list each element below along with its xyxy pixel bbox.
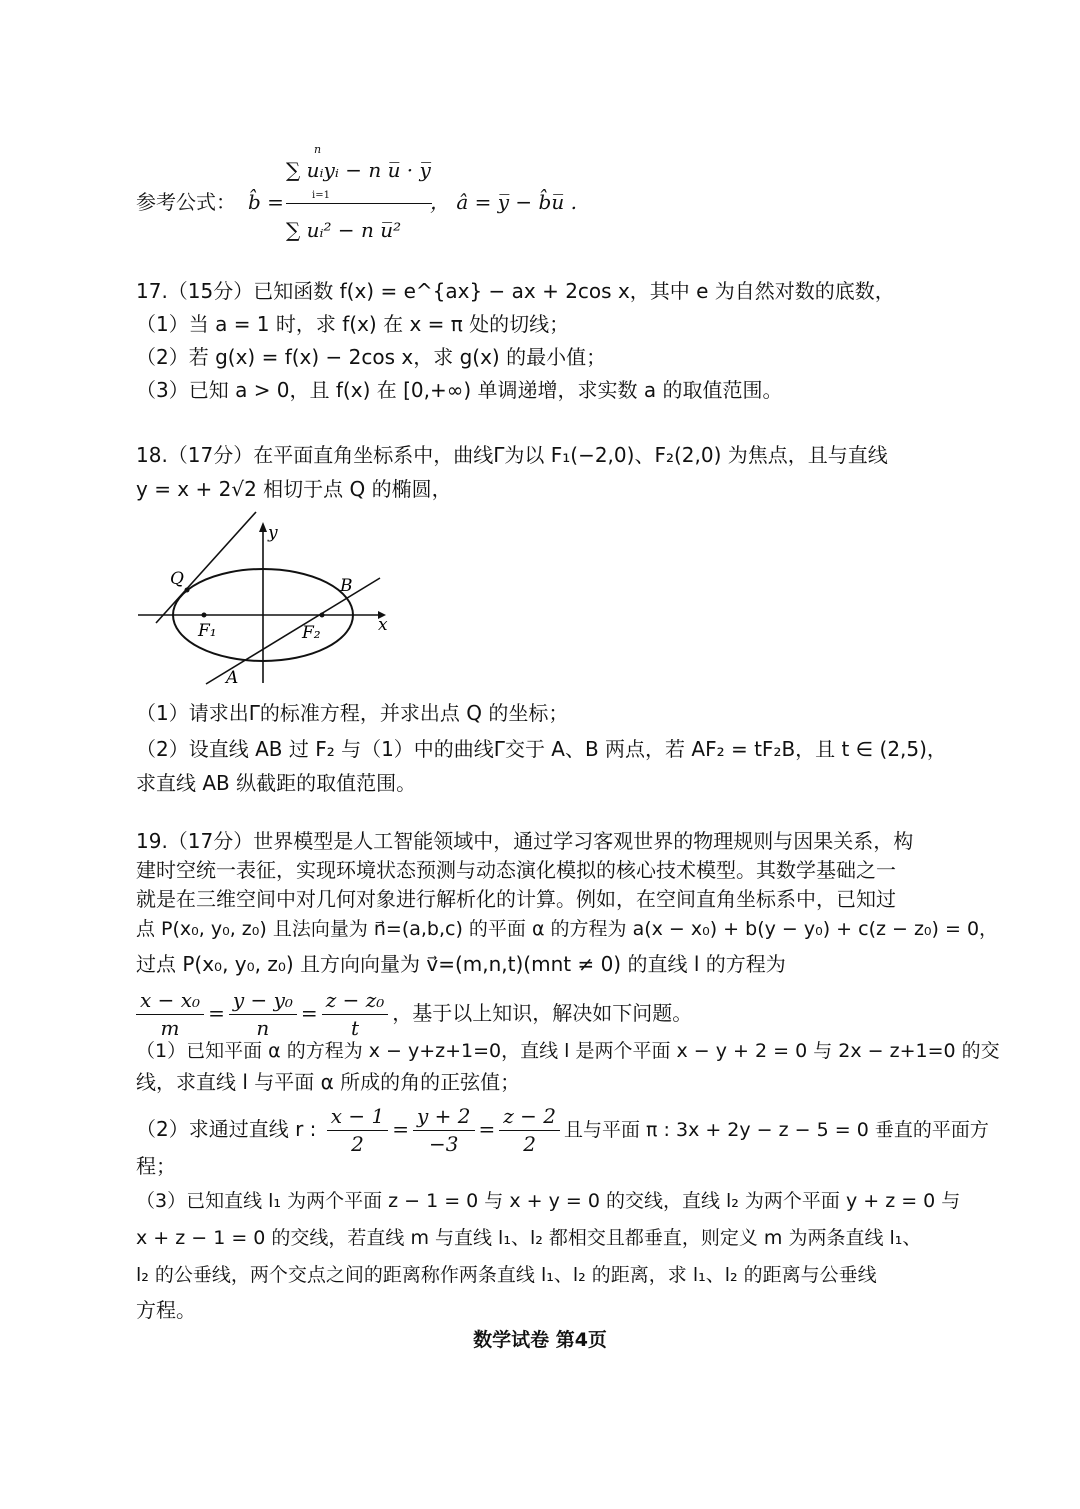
question-18 (136, 442, 946, 510)
label-q: Q (170, 569, 184, 589)
reference-label: 参考公式： (136, 190, 236, 214)
ellipse-figure (134, 508, 404, 688)
q19-part2-lead: （2）求通过直线 r : (136, 1117, 317, 1141)
label-x: x (378, 615, 388, 635)
label-y: y (268, 523, 278, 543)
q19-part2-frac2: $\frac{y + 2}{-3}$ (413, 1103, 475, 1158)
q19-part2-line2: 程； (136, 1154, 176, 1178)
q17-part3: （3）已知 a > 0，且 f(x) 在 [0,+∞) 单调递增，求实数 a 的取值范围。 (136, 378, 783, 402)
b-numerator: ∑ uᵢyᵢ − n u̅ · y̅ (286, 158, 431, 182)
question-19 (136, 828, 1000, 1327)
fraction-bar (286, 203, 432, 204)
a-hat: ， â = y̅ − b̂u̅ . (430, 190, 577, 214)
q18-part2-line2: 求直线 AB 纵截距的取值范围。 (136, 771, 417, 795)
b-denominator: ∑ uᵢ² − n u̅² (286, 218, 402, 242)
q18-part1: （1）请求出Γ的标准方程，并求出点 Q 的坐标； (136, 701, 569, 725)
label-a: A (226, 668, 239, 688)
q19-line5: 过点 P(x₀, y₀, z₀) 且方向向量为 v⃗=(m,n,t)(mnt ≠ 0) 的直线 l 的方程为 (136, 952, 786, 976)
q19-fraction-x: $\frac{\text{x − x₀}}{m}$ (136, 987, 204, 1042)
q19-part2-frac3: $\frac{z - 2}{2}$ (499, 1103, 560, 1158)
q19-part1-line2: 线，求直线 l 与平面 α 所成的角的正弦值； (136, 1070, 521, 1094)
q19-line3: 就是在三维空间中对几何对象进行解析化的计算。例如，在空间直角坐标系中，已知过 (136, 887, 896, 911)
y-axis-arrow (259, 522, 267, 532)
q19-part3-line3: l₂ 的公垂线，两个交点之间的距离称作两条直线 l₁、l₂ 的距离，求 l₁、l₂ 的距离与公垂线 (136, 1264, 877, 1286)
label-f1: F₁ (198, 621, 217, 641)
q19-fraction-z: $\frac{\text{z − z₀}}{t}$ (322, 987, 389, 1042)
q19-line4: 点 P(x₀, y₀, z₀) 且法向量为 n⃗=(a,b,c) 的平面 α 的方程为 a(x − x₀) + b(y − y₀) + c(z − z₀) = 0， (136, 918, 999, 940)
q18-stem-line2: y = x + 2√2 相切于点 Q 的椭圆， (136, 477, 452, 501)
q17-stem: 17.（15分）已知函数 f(x) = e^{ax} − ax + 2cos x，其中 e 为自然对数的底数， (136, 279, 895, 303)
q17-part1: （1）当 a = 1 时，求 f(x) 在 x = π 处的切线； (136, 312, 570, 336)
q19-part3-line4: 方程。 (136, 1298, 196, 1322)
q19-part1-line1: （1）已知平面 α 的方程为 x − y+z+1=0，直线 l 是两个平面 x − y + 2 = 0 与 2x − z+1=0 的交 (136, 1040, 1000, 1062)
sum-bottom-index: i=1 (312, 190, 330, 201)
q17-part2: （2）若 g(x) = f(x) − 2cos x，求 g(x) 的最小值； (136, 345, 607, 369)
reference-formula (136, 145, 946, 263)
q19-part2-tail: 且与平面 π : 3x + 2y − z − 5 = 0 垂直的平面方 (564, 1119, 989, 1141)
q18-part2-line1: （2）设直线 AB 过 F₂ 与（1）中的曲线Γ交于 A、B 两点，若 AF₂ = tF₂B，且 t ∈ (2,5)， (136, 737, 947, 761)
q19-part2-line1: （2）求通过直线 r : $\frac{x - 1}{2}$ = $\frac{y + 2}{-3}$ = $\frac{z - 2}{2}$ 且与平面 π : 3x + 2y − z − 5 = 0 垂直的平面方 (136, 1104, 989, 1156)
page-footer: 数学试卷 第4页 (473, 1329, 607, 1351)
question-17 (136, 278, 946, 410)
point-q (185, 588, 190, 593)
question-18-parts (136, 700, 946, 804)
q19-part3-line1: （3）已知直线 l₁ 为两个平面 z − 1 = 0 与 x + y = 0 的交线，直线 l₂ 为两个平面 y + z = 0 与 (136, 1190, 961, 1212)
sum-top-index: n (314, 143, 322, 156)
b-hat: b̂ = (248, 190, 284, 214)
tangent-line (156, 512, 256, 623)
q19-line2: 建时空统一表征，实现环境状态预测与动态演化模拟的核心技术模型。其数学基础之一 (136, 858, 896, 882)
q19-part2-frac1: $\frac{x - 1}{2}$ (327, 1103, 388, 1158)
focus-f1 (202, 613, 207, 618)
q19-part3-line2: x + z − 1 = 0 的交线，若直线 m 与直线 l₁、l₂ 都相交且都垂直，则定义 m 为两条直线 l₁、 (136, 1227, 922, 1249)
label-f2: F₂ (302, 623, 321, 643)
q19-line-equation: $\frac{\text{x − x₀}}{m}$ = $\frac{\text{y − y₀}}{n}$ = $\frac{\text{z − z₀}}{t}$ ，基于以上知识，解决如下问题。 (136, 987, 946, 1039)
label-b: B (340, 576, 353, 596)
q19-line6-tail: ，基于以上知识，解决如下问题。 (392, 1001, 693, 1025)
q19-fraction-y: $\frac{\text{y − y₀}}{n}$ (229, 987, 297, 1042)
focus-f2 (320, 613, 325, 618)
q19-line1: 19.（17分）世界模型是人工智能领域中，通过学习客观世界的物理规则与因果关系，构 (136, 829, 914, 853)
q18-stem-line1: 18.（17分）在平面直角坐标系中，曲线Γ为以 F₁(−2,0)、F₂(2,0) 为焦点，且与直线 (136, 443, 888, 467)
